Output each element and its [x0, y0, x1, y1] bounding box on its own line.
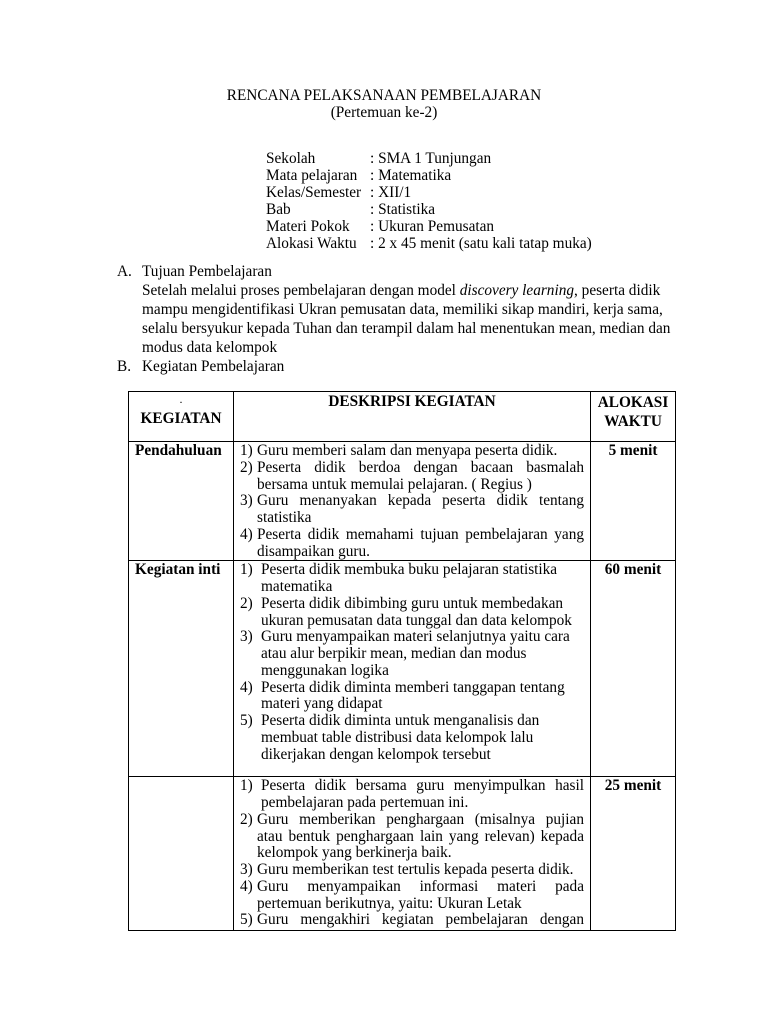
paragraph-text: Setelah melalui proses pembelajaran dengan model — [142, 282, 460, 299]
item-line: dikerjakan dengan kelompok tersebut — [261, 745, 491, 763]
item-number: 5) — [240, 712, 253, 729]
item-line: Peserta didik diminta untuk menganalisis dan — [261, 712, 540, 729]
item-number: 2) — [240, 594, 253, 612]
identity-label: Sekolah — [266, 150, 316, 167]
document-title: RENCANA PELAKSANAAN PEMBELAJARAN — [226, 87, 542, 104]
item-number: 4) — [240, 525, 253, 543]
description-cell — [234, 777, 591, 931]
item-text — [257, 879, 584, 913]
item-text — [257, 443, 584, 460]
list-item — [240, 493, 584, 527]
item-line: Peserta didik membuka buku pelajaran statistika — [261, 561, 558, 579]
item-number: 1) — [240, 777, 253, 795]
list-item — [240, 912, 584, 929]
paragraph-line: modus data kelompok — [142, 339, 278, 356]
item-line: Guru menanyakan kepada peserta didik tentang — [257, 492, 584, 510]
header-time-cell — [591, 392, 676, 442]
item-line: materi yang didapat — [261, 695, 383, 713]
item-number: 1) — [240, 442, 253, 459]
table-header-row — [129, 392, 676, 442]
section-b-heading — [117, 357, 717, 376]
item-number: 2) — [240, 458, 253, 476]
identity-row — [266, 201, 592, 218]
item-text — [261, 629, 584, 679]
header-description-cell — [234, 392, 591, 442]
identity-label: Alokasi Waktu — [266, 235, 357, 252]
identity-label: Bab — [266, 201, 291, 218]
item-number: 1) — [240, 561, 253, 579]
item-line: Peserta didik memahami tujuan pembelajaran yang — [257, 525, 584, 543]
item-text — [261, 562, 584, 596]
list-item — [240, 680, 584, 714]
item-number: 4) — [240, 678, 253, 696]
list-item — [240, 713, 584, 763]
identity-row — [266, 167, 592, 184]
item-line: Guru memberi salam dan menyapa peserta didik. — [257, 442, 558, 459]
list-item — [240, 862, 584, 879]
item-text — [261, 596, 584, 630]
item-line: Guru memberikan penghargaan (misalnya pujian — [257, 810, 584, 828]
item-line: pertemuan berikutnya, yaitu: Ukuran Letak — [257, 894, 522, 912]
item-line: Peserta didik bersama guru menyimpulkan hasil — [261, 777, 584, 795]
table-row — [129, 442, 676, 561]
section-a-heading — [117, 262, 717, 281]
identity-value: : XII/1 — [370, 184, 412, 201]
item-line: membuat table distribusi data kelompok lalu — [261, 728, 534, 746]
item-line: statistika — [257, 509, 312, 526]
activities-table — [128, 391, 676, 931]
item-line: Guru memberikan test tertulis kepada peserta didik. — [257, 861, 574, 878]
item-line: Guru mengakhiri kegiatan pembelajaran dengan — [257, 911, 584, 929]
identity-row — [266, 150, 592, 167]
item-text — [257, 812, 584, 862]
item-text — [261, 680, 584, 714]
item-line: Guru menyampaikan materi selanjutnya yaitu cara — [261, 628, 570, 646]
header-time: ALOKASI WAKTU — [597, 394, 669, 430]
identity-value: : SMA 1 Tunjungan — [370, 150, 492, 167]
section-title: Tujuan Pembelajaran — [142, 263, 272, 280]
item-number: 3) — [240, 861, 253, 878]
identity-row — [266, 235, 592, 252]
list-item — [240, 879, 584, 913]
document-header — [0, 87, 768, 121]
identity-row — [266, 218, 592, 235]
table-row — [129, 561, 676, 777]
list-item — [240, 778, 584, 812]
header-activity-cell — [129, 392, 234, 442]
item-text — [257, 912, 584, 929]
list-item — [240, 527, 584, 561]
paragraph-text: , peserta didik — [574, 282, 661, 299]
item-number: 5) — [240, 911, 253, 929]
item-number: 3) — [240, 492, 253, 510]
activity-cell — [129, 777, 234, 931]
list-item — [240, 596, 584, 630]
activity-cell — [129, 561, 234, 777]
item-line: matematika — [261, 578, 333, 595]
paragraph-line: mampu mengidentifikasi Ukran pemusatan data, memiliki sikap mandiri, kerja sama, — [142, 301, 663, 318]
identity-value: : Matematika — [370, 167, 452, 184]
sections — [117, 262, 717, 376]
identity-value: : Ukuran Pemusatan — [370, 218, 495, 235]
list-item — [240, 629, 584, 679]
header-description: DESKRIPSI KEGIATAN — [328, 393, 496, 410]
paragraph-line — [142, 281, 717, 300]
identity-label: Kelas/Semester — [266, 184, 362, 201]
document-subtitle: (Pertemuan ke-2) — [330, 104, 438, 121]
item-line: Peserta didik diminta memberi tanggapan tentang — [261, 678, 565, 696]
item-number: 3) — [240, 628, 253, 646]
list-item — [240, 812, 584, 862]
identity-label: Mata pelajaran — [266, 167, 358, 184]
identity-value: : 2 x 45 menit (satu kali tatap muka) — [370, 235, 592, 252]
identity-block — [266, 150, 592, 252]
time-cell — [591, 561, 676, 777]
time-value: 25 menit — [604, 777, 662, 795]
item-line: bersama untuk memulai pelajaran. ( Regius ) — [257, 475, 532, 493]
section-marker: A. — [117, 263, 132, 280]
activity-label: Pendahuluan — [135, 442, 222, 459]
time-cell — [591, 442, 676, 561]
time-value: 60 menit — [604, 561, 662, 579]
item-text — [257, 527, 584, 561]
item-line: ukuran pemusatan data tunggal dan data kelompok — [261, 611, 572, 629]
identity-label: Materi Pokok — [266, 218, 350, 235]
list-item — [240, 443, 584, 460]
section-title: Kegiatan Pembelajaran — [142, 358, 285, 375]
header-activity: KEGIATAN — [140, 410, 222, 427]
time-value: 5 menit — [608, 442, 658, 459]
activity-label: Kegiatan inti — [135, 561, 221, 579]
header-dot: . — [179, 392, 183, 406]
item-line: Guru menyampaikan informasi materi pada — [257, 877, 584, 895]
table-row — [129, 777, 676, 931]
item-line: atau alur berpikir mean, median dan modus — [261, 645, 527, 662]
item-line: pembelajaran pada pertemuan ini. — [261, 794, 469, 811]
item-line: kelompok yang berkinerja baik. — [257, 844, 452, 862]
list-item — [240, 562, 584, 596]
item-line: disampaikan guru. — [257, 542, 371, 560]
item-text — [261, 713, 584, 763]
item-line: menggunakan logika — [261, 661, 389, 679]
description-cell — [234, 442, 591, 561]
activity-cell — [129, 442, 234, 561]
identity-value: : Statistika — [370, 201, 436, 218]
item-text — [257, 493, 584, 527]
identity-row — [266, 184, 592, 201]
description-cell — [234, 561, 591, 777]
paragraph-emphasis: discovery learning — [459, 282, 575, 299]
item-number: 2) — [240, 810, 253, 828]
item-text — [257, 862, 584, 879]
time-cell — [591, 777, 676, 931]
objective-paragraph — [117, 281, 717, 357]
item-line: Peserta didik berdoa dengan bacaan basmalah — [257, 458, 584, 476]
item-line: atau bentuk penghargaan lain yang relevan) kepada — [257, 827, 584, 845]
item-line: Peserta didik dibimbing guru untuk membedakan — [261, 594, 564, 612]
paragraph-line: selalu bersyukur kepada Tuhan dan terampil dalam hal menentukan mean, median dan — [142, 320, 671, 337]
section-marker: B. — [117, 358, 132, 375]
list-item — [240, 460, 584, 494]
item-number: 4) — [240, 877, 253, 895]
item-text — [257, 460, 584, 494]
item-text — [261, 778, 584, 812]
